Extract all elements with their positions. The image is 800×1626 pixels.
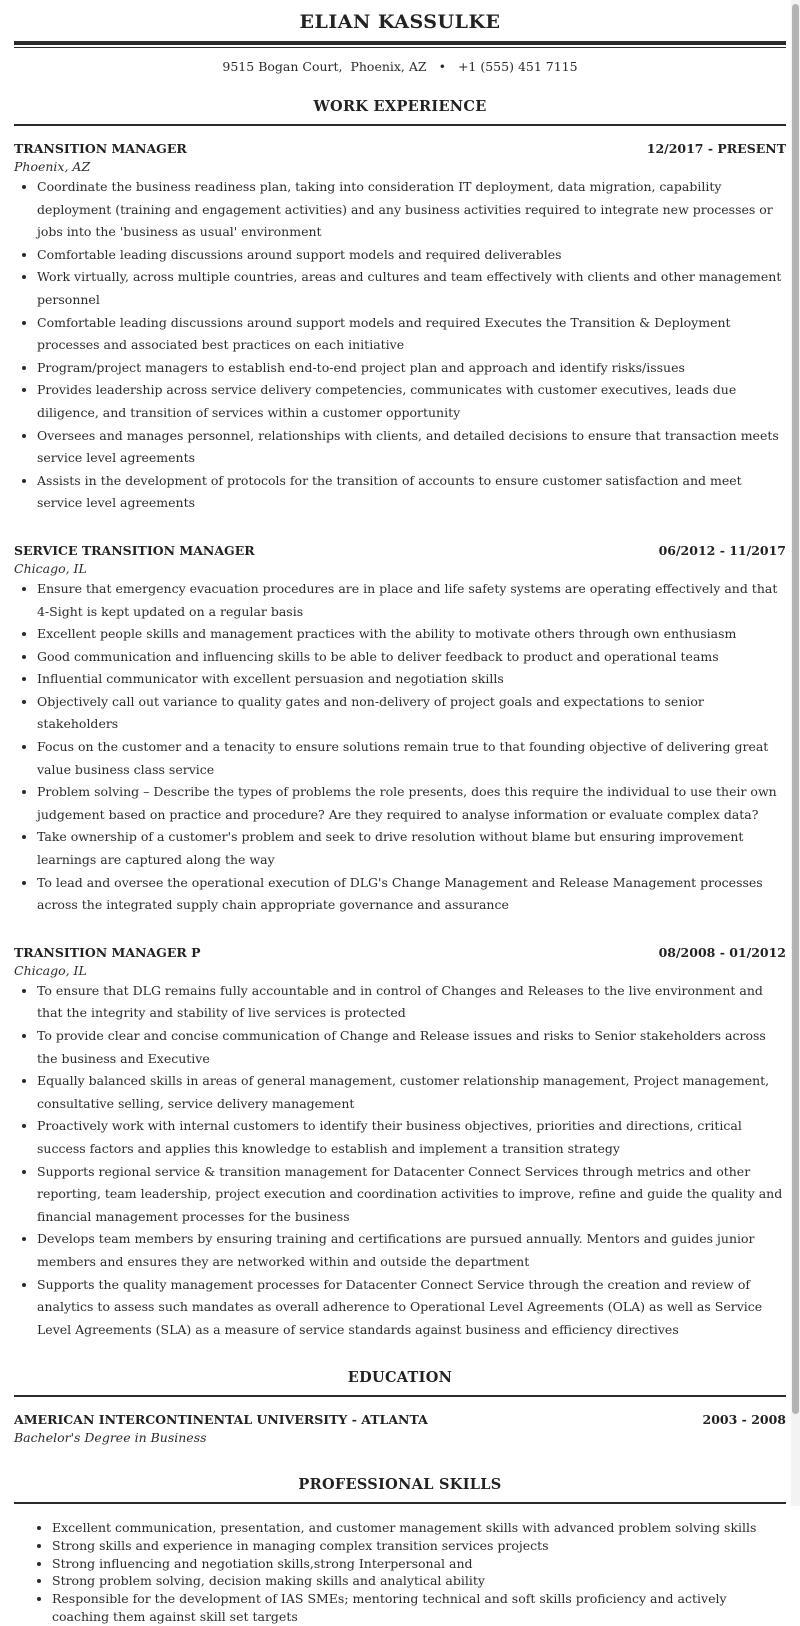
education-entry bbox=[14, 1411, 786, 1447]
header-rule-thick bbox=[14, 41, 786, 45]
education-header bbox=[14, 1411, 786, 1429]
skill-item: • Excellent communication, presentation, and customer management skills with advanced problem solving skills bbox=[52, 1519, 786, 1537]
skill-item: • Responsible for the development of IAS SMEs; mentoring technical and soft skills proficiency and actively coaching them against skill set targets bbox=[52, 1590, 786, 1625]
job-title: SERVICE TRANSITION MANAGER bbox=[14, 542, 255, 558]
job-bullet: • Comfortable leading discussions around support models and required deliverables bbox=[37, 244, 786, 267]
job-bullet: • Excellent people skills and management practices with the ability to motivate others through own enthusiasm bbox=[37, 623, 786, 646]
job-bullet: • Influential communicator with excellent persuasion and negotiation skills bbox=[37, 668, 786, 691]
job-bullets bbox=[14, 578, 786, 917]
section-title-skills: PROFESSIONAL SKILLS bbox=[298, 1476, 502, 1494]
job-bullet: • Equally balanced skills in areas of general management, customer relationship management, Project management, consultative selling, service delivery management bbox=[37, 1070, 786, 1115]
job-bullet: • Comfortable leading discussions around support models and required Executes the Transition & Deployment processes and associated best practices on each initiative bbox=[37, 312, 786, 357]
header-rule-thin bbox=[14, 47, 786, 48]
job-bullets bbox=[14, 176, 786, 515]
job-bullet: • Supports regional service & transition management for Datacenter Connect Services through metrics and other reporting, team leadership, project execution and coordination activities to improve, refine and guide the quality and financial management processes for the business bbox=[37, 1161, 786, 1229]
job-bullet: • To provide clear and concise communication of Change and Release issues and risks to Senior stakeholders across the business and Executive bbox=[37, 1025, 786, 1070]
job-title: TRANSITION MANAGER bbox=[14, 141, 187, 156]
job-bullet: • Good communication and influencing skills to be able to deliver feedback to product and operational teams bbox=[37, 646, 786, 669]
scrollbar-thumb[interactable] bbox=[792, 4, 799, 1414]
job-location: Chicago, IL bbox=[14, 560, 87, 576]
skills-section bbox=[14, 1475, 786, 1625]
job-dates: 08/2008 - 01/2012 bbox=[658, 944, 786, 960]
job-entry bbox=[14, 140, 786, 515]
section-rule bbox=[14, 1395, 786, 1397]
job-header bbox=[14, 140, 786, 158]
contact-address: 9515 Bogan Court, bbox=[222, 59, 343, 74]
job-header bbox=[14, 944, 786, 962]
job-bullets bbox=[14, 980, 786, 1342]
job-location: Phoenix, AZ bbox=[14, 159, 91, 174]
contact-phone: +1 (555) 451 7115 bbox=[457, 59, 578, 74]
scrollbar-track[interactable] bbox=[791, 0, 800, 1506]
resume bbox=[14, 0, 786, 1626]
job-header bbox=[14, 542, 786, 560]
job-bullet: • Supports the quality management processes for Datacenter Connect Service through the creation and review of analytics to assess such mandates as overall adherence to Operational Level Agreements (OLA) as well as Service Level Agreements (SLA) as a measure of service standards against business and efficiency directives bbox=[37, 1274, 786, 1342]
job-bullet: • Assists in the development of protocols for the transition of accounts to ensure customer satisfaction and meet service level agreements bbox=[37, 470, 786, 515]
job-bullet: • To lead and oversee the operational execution of DLG's Change Management and Release Management processes across the integrated supply chain appropriate governance and assurance bbox=[37, 872, 786, 917]
job-title: TRANSITION MANAGER P bbox=[14, 944, 201, 960]
education-degree: Bachelor's Degree in Business bbox=[14, 1430, 207, 1446]
resume-header bbox=[14, 0, 786, 76]
section-title-work-experience: WORK EXPERIENCE bbox=[313, 98, 487, 115]
job-bullet: • Ensure that emergency evacuation procedures are in place and life safety systems are operating effectively and that 4-Sight is kept updated on a regular basis bbox=[37, 578, 786, 623]
job-bullet: • Coordinate the business readiness plan, taking into consideration IT deployment, data migration, capability deployment (training and engagement activities) and any business activities required to integrate new processes or jobs into the 'business as usual' environment bbox=[37, 176, 786, 244]
job-dates: 12/2017 - PRESENT bbox=[646, 141, 786, 156]
job-bullet: • Take ownership of a customer's problem and seek to drive resolution without blame but ensuring improvement learnings are captured along the way bbox=[37, 826, 786, 871]
candidate-name: ELIAN KASSULKE bbox=[299, 11, 501, 33]
job-bullet: • Objectively call out variance to quality gates and non-delivery of project goals and expectations to senior stakeholders bbox=[37, 691, 786, 736]
skill-item: • Strong skills and experience in managing complex transition services projects bbox=[52, 1537, 786, 1555]
section-rule bbox=[14, 124, 786, 126]
job-bullet: • Focus on the customer and a tenacity to ensure solutions remain true to that founding objective of delivering great value business class service bbox=[37, 736, 786, 781]
skills-list bbox=[14, 1519, 786, 1625]
work-experience-section bbox=[14, 97, 786, 1341]
job-bullet: • Oversees and manages personnel, relationships with clients, and detailed decisions to ensure that transaction meets service level agreements bbox=[37, 425, 786, 470]
skill-item: • Strong influencing and negotiation skills,strong Interpersonal and bbox=[52, 1555, 786, 1573]
job-bullet: • Proactively work with internal customers to identify their business objectives, priorities and directions, critical success factors and applies this knowledge to establish and implement a transition strategy bbox=[37, 1115, 786, 1160]
job-bullet: • Problem solving – Describe the types of problems the role presents, does this require the individual to use their own judgement based on practice and procedure? Are they required to analyse information or evaluate complex data? bbox=[37, 781, 786, 826]
job-dates: 06/2012 - 11/2017 bbox=[658, 542, 786, 558]
job-entry bbox=[14, 944, 786, 1342]
education-dates: 2003 - 2008 bbox=[702, 1412, 786, 1428]
job-bullet: • To ensure that DLG remains fully accountable and in control of Changes and Releases to the live environment and that the integrity and stability of live services is protected bbox=[37, 980, 786, 1025]
section-title-education: EDUCATION bbox=[347, 1369, 453, 1387]
job-bullet: • Provides leadership across service delivery competencies, communicates with customer executives, leads due diligence, and transition of services within a customer opportunity bbox=[37, 379, 786, 424]
job-bullet: • Program/project managers to establish end-to-end project plan and approach and identify risks/issues bbox=[37, 357, 786, 380]
education-school: AMERICAN INTERCONTINENTAL UNIVERSITY - ATLANTA bbox=[14, 1412, 428, 1428]
job-entry bbox=[14, 542, 786, 917]
job-bullet: • Work virtually, across multiple countries, areas and cultures and team effectively with clients and other management personnel bbox=[37, 266, 786, 311]
job-location: Chicago, IL bbox=[14, 962, 87, 978]
education-section bbox=[14, 1368, 786, 1447]
job-bullet: • Develops team members by ensuring training and certifications are pursued annually. Mentors and guides junior members and ensures they are networked within and outside the department bbox=[37, 1228, 786, 1273]
contact-line bbox=[14, 58, 786, 76]
section-rule bbox=[14, 1502, 786, 1504]
contact-city: Phoenix, AZ bbox=[350, 59, 427, 74]
contact-separator: • bbox=[438, 59, 446, 74]
skill-item: • Strong problem solving, decision making skills and analytical ability bbox=[52, 1572, 786, 1590]
